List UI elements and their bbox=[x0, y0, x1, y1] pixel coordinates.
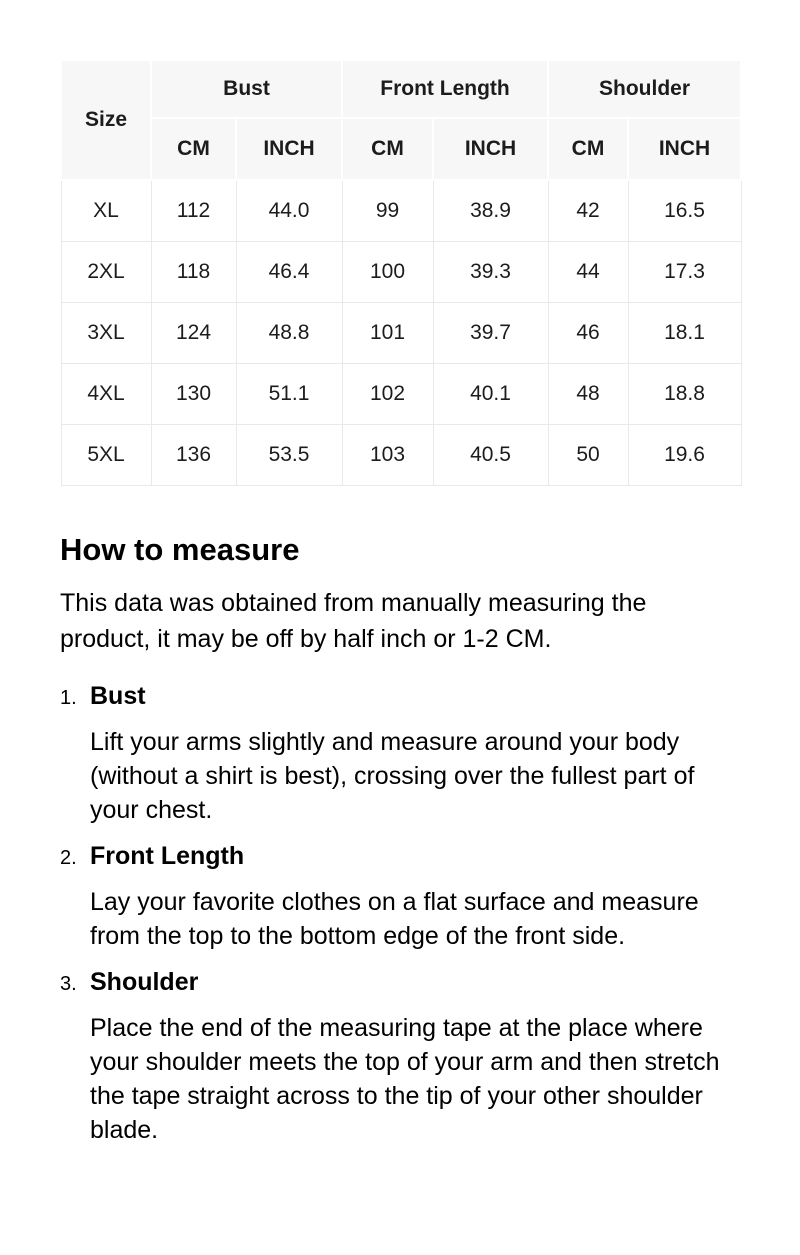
unit-header-bust-cm: CM bbox=[151, 118, 236, 180]
size-cell: 3XL bbox=[61, 302, 151, 363]
measure-step-bust bbox=[60, 681, 740, 827]
measurement-cell: 19.6 bbox=[628, 424, 741, 485]
table-row-2xl bbox=[61, 241, 741, 302]
size-cell: 4XL bbox=[61, 363, 151, 424]
measure-steps-list bbox=[60, 681, 740, 1147]
column-header-shoulder: Shoulder bbox=[548, 60, 741, 118]
step-body bbox=[90, 841, 740, 953]
measurement-cell: 118 bbox=[151, 241, 236, 302]
measurement-cell: 17.3 bbox=[628, 241, 741, 302]
measurement-cell: 53.5 bbox=[236, 424, 342, 485]
table-row-5xl bbox=[61, 424, 741, 485]
measure-step-front-length bbox=[60, 841, 740, 953]
measurement-cell: 40.5 bbox=[433, 424, 548, 485]
size-cell: XL bbox=[61, 180, 151, 241]
table-group-header-row bbox=[61, 60, 741, 118]
size-cell: 5XL bbox=[61, 424, 151, 485]
measurement-cell: 44 bbox=[548, 241, 628, 302]
column-header-size: Size bbox=[61, 60, 151, 180]
unit-header-shoulder-cm: CM bbox=[548, 118, 628, 180]
step-number: 3. bbox=[60, 972, 77, 995]
measurement-cell: 130 bbox=[151, 363, 236, 424]
measurement-cell: 102 bbox=[342, 363, 433, 424]
measurement-cell: 42 bbox=[548, 180, 628, 241]
step-title-front-length: Front Length bbox=[90, 841, 245, 870]
unit-header-front-length-inch: INCH bbox=[433, 118, 548, 180]
table-row-3xl bbox=[61, 302, 741, 363]
step-description-front-length: Lay your favorite clothes on a flat surface and measure from the top to the bottom edge of the front side. bbox=[90, 887, 699, 950]
size-chart-header bbox=[61, 60, 741, 180]
measure-step-shoulder bbox=[60, 967, 740, 1147]
measurement-cell: 100 bbox=[342, 241, 433, 302]
column-header-front-length: Front Length bbox=[342, 60, 548, 118]
measurement-cell: 101 bbox=[342, 302, 433, 363]
how-to-measure-title: How to measure bbox=[60, 531, 300, 567]
measurement-cell: 18.1 bbox=[628, 302, 741, 363]
measurement-cell: 40.1 bbox=[433, 363, 548, 424]
table-row-xl bbox=[61, 180, 741, 241]
measurement-cell: 39.3 bbox=[433, 241, 548, 302]
step-description-shoulder: Place the end of the measuring tape at the place where your shoulder meets the top of your arm and then stretch the tape straight across to the tip of your other shoulder blade. bbox=[90, 1013, 720, 1144]
column-header-bust: Bust bbox=[151, 60, 342, 118]
step-body bbox=[90, 967, 740, 1147]
measurement-cell: 51.1 bbox=[236, 363, 342, 424]
measurement-cell: 44.0 bbox=[236, 180, 342, 241]
measurement-cell: 18.8 bbox=[628, 363, 741, 424]
size-chart-body bbox=[61, 180, 741, 485]
measurement-cell: 39.7 bbox=[433, 302, 548, 363]
measurement-cell: 112 bbox=[151, 180, 236, 241]
measurement-cell: 38.9 bbox=[433, 180, 548, 241]
step-number: 2. bbox=[60, 846, 77, 869]
how-to-measure-intro: This data was obtained from manually measuring the product, it may be off by half inch or 1-2 CM. bbox=[60, 588, 647, 653]
size-chart-table bbox=[60, 59, 742, 486]
measurement-cell: 50 bbox=[548, 424, 628, 485]
measurement-cell: 103 bbox=[342, 424, 433, 485]
measurement-cell: 124 bbox=[151, 302, 236, 363]
unit-header-shoulder-inch: INCH bbox=[628, 118, 741, 180]
step-body bbox=[90, 681, 740, 827]
measurement-cell: 48.8 bbox=[236, 302, 342, 363]
step-title-bust: Bust bbox=[90, 681, 146, 710]
table-unit-header-row bbox=[61, 118, 741, 180]
measurement-cell: 16.5 bbox=[628, 180, 741, 241]
unit-header-front-length-cm: CM bbox=[342, 118, 433, 180]
step-description-bust: Lift your arms slightly and measure around your body (without a shirt is best), crossing over the fullest part of your chest. bbox=[90, 727, 695, 824]
measurement-cell: 46.4 bbox=[236, 241, 342, 302]
unit-header-bust-inch: INCH bbox=[236, 118, 342, 180]
size-cell: 2XL bbox=[61, 241, 151, 302]
measurement-cell: 48 bbox=[548, 363, 628, 424]
table-row-4xl bbox=[61, 363, 741, 424]
step-title-shoulder: Shoulder bbox=[90, 967, 199, 996]
measurement-cell: 136 bbox=[151, 424, 236, 485]
measurement-cell: 99 bbox=[342, 180, 433, 241]
measurement-cell: 46 bbox=[548, 302, 628, 363]
step-number: 1. bbox=[60, 686, 77, 709]
